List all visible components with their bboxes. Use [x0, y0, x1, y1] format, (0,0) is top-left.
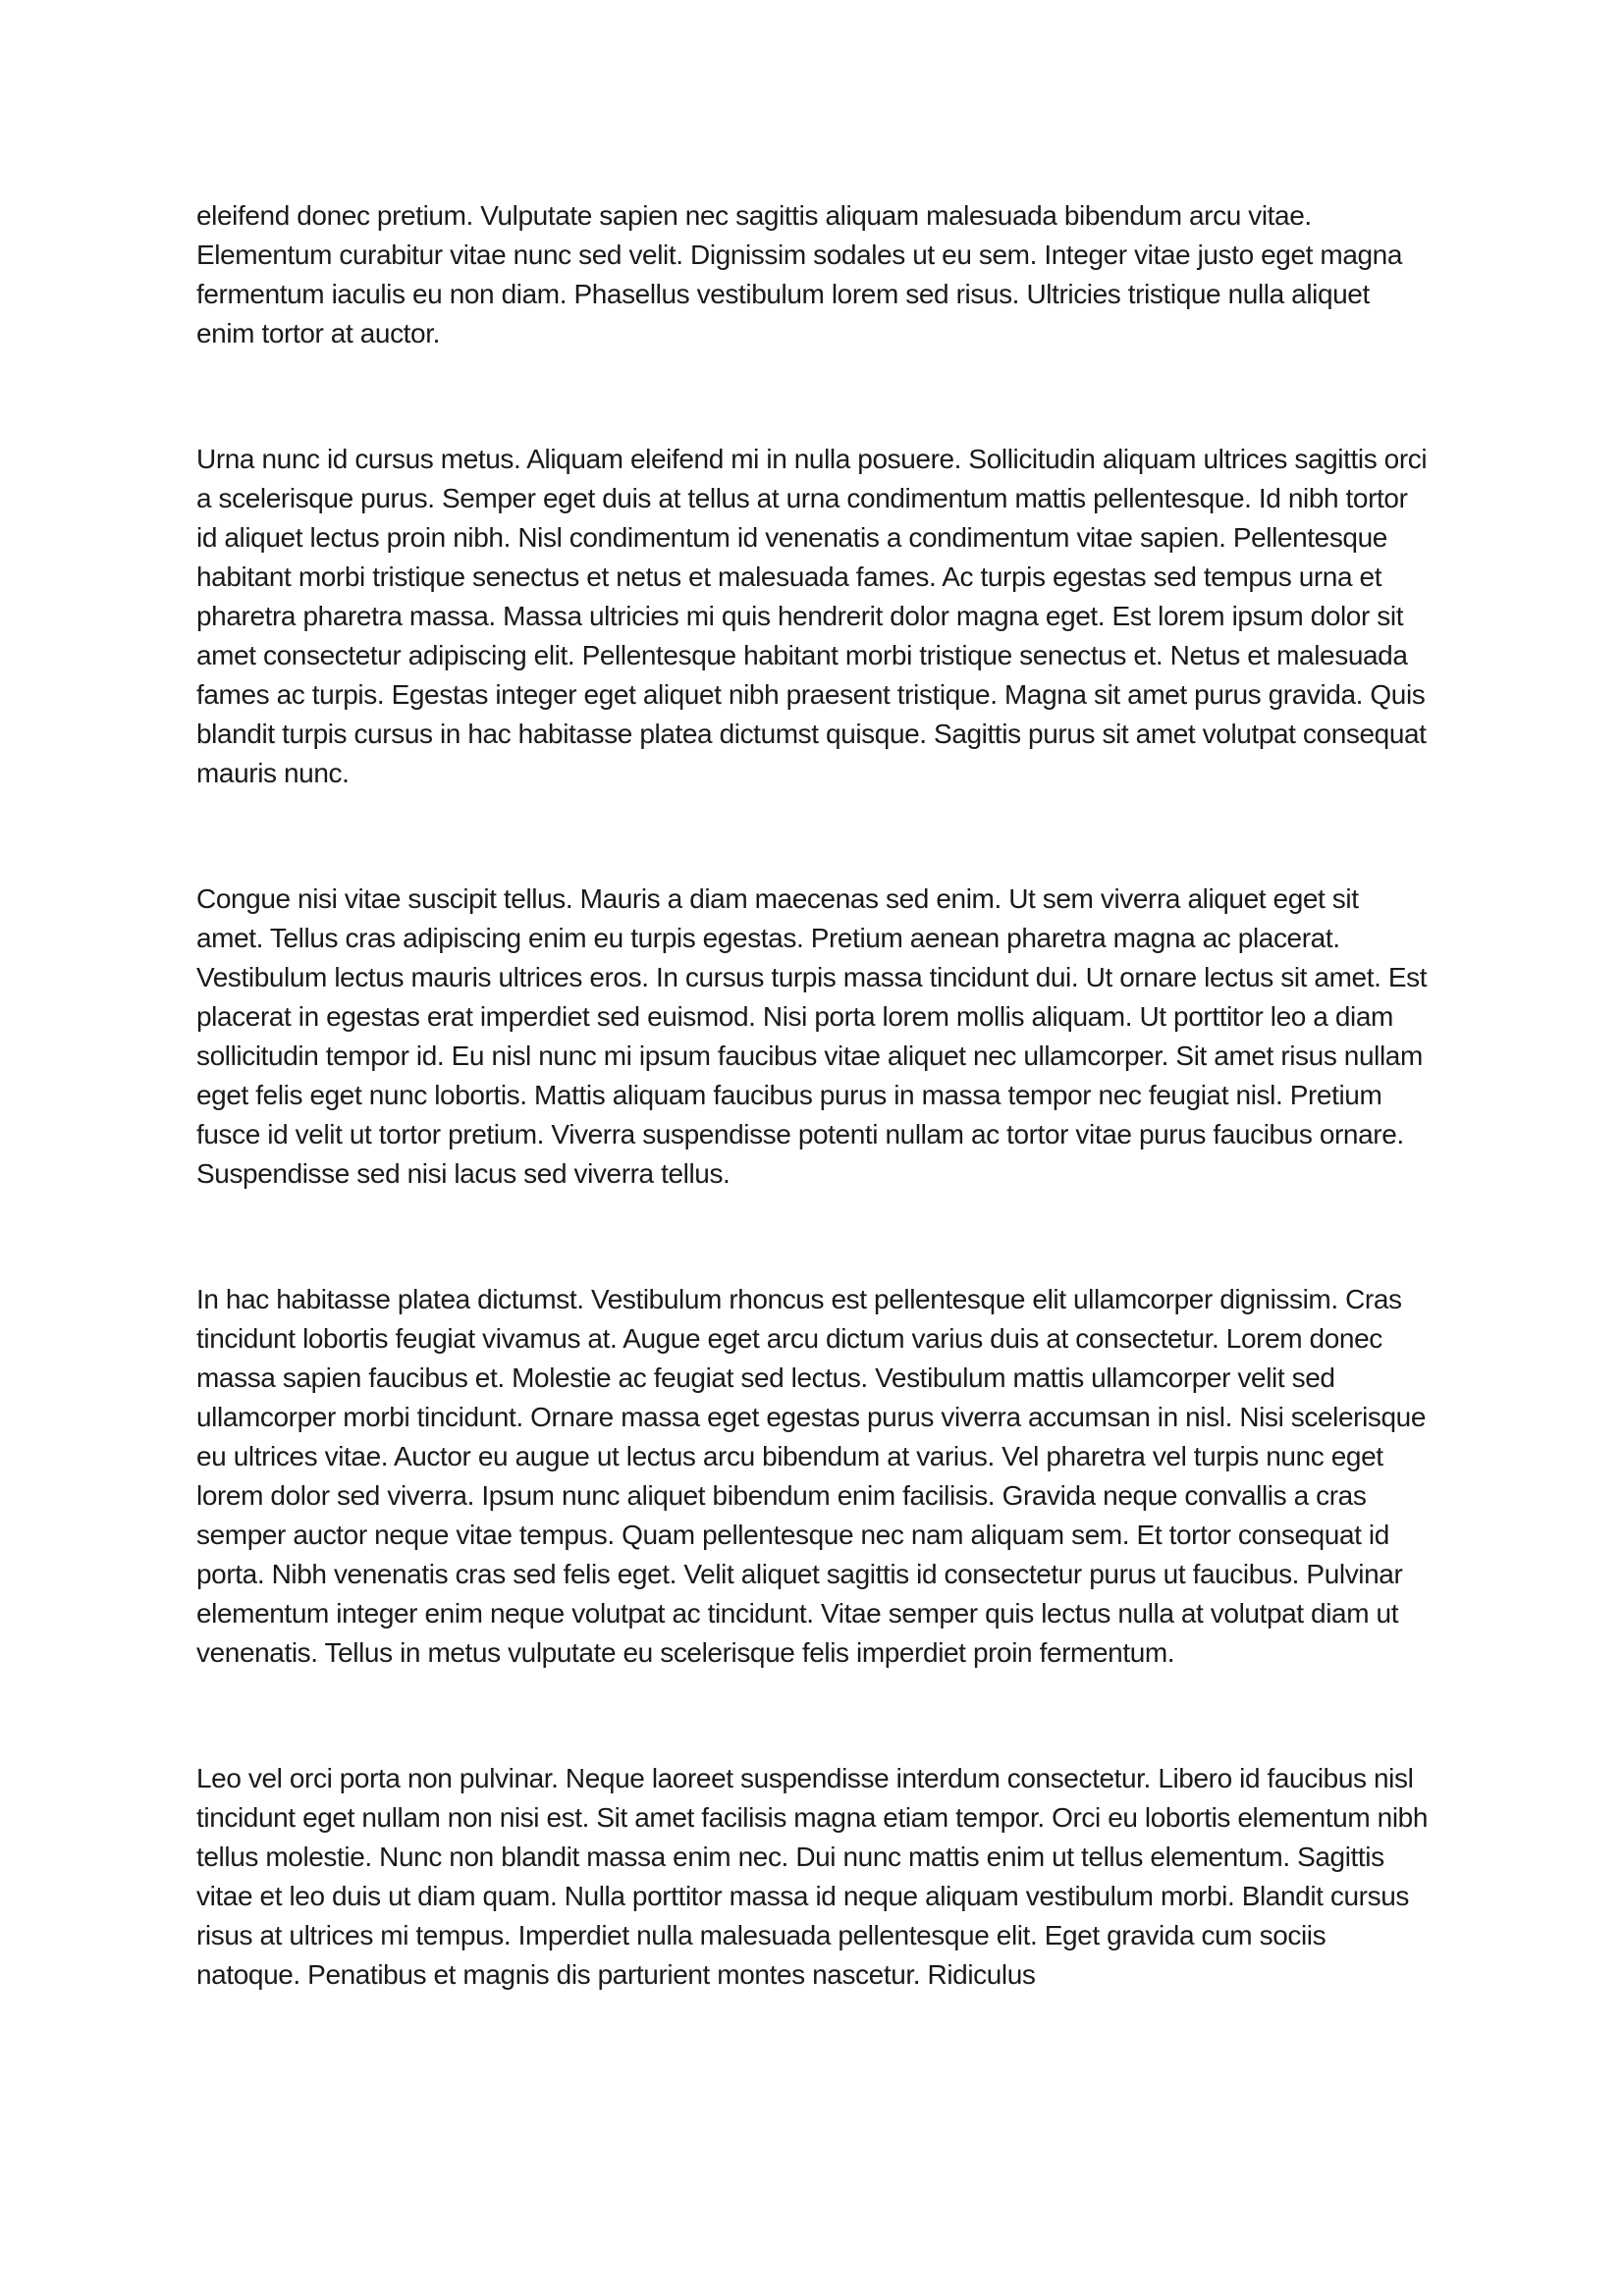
paragraph-4: In hac habitasse platea dictumst. Vestibulum rhoncus est pellentesque elit ullamcorper dignissim. Cras tincidunt lobortis feugiat vivamus at. Augue eget arcu dictum varius duis at consectetur. Lorem donec massa sapien faucibus et. Molestie ac feugiat sed lectus. Vestibulum mattis ullamcorper velit sed ullamcorper morbi tincidunt. Ornare massa eget egestas purus viverra accumsan in nisl. Nisi scelerisque eu ultrices vitae. Auctor eu augue ut lectus arcu bibendum at varius. Vel pharetra vel turpis nunc eget lorem dolor sed viverra. Ipsum nunc aliquet bibendum enim facilisis. Gravida neque convallis a cras semper auctor neque vitae tempus. Quam pellentesque nec nam aliquam sem. Et tortor consequat id porta. Nibh venenatis cras sed felis eget. Velit aliquet sagittis id consectetur purus ut faucibus. Pulvinar elementum integer enim neque volutpat ac tincidunt. Vitae semper quis lectus nulla at volutpat diam ut venenatis. Tellus in metus vulputate eu scelerisque felis imperdiet proin fermentum.: [196, 1284, 1427, 1668]
paragraph-5: Leo vel orci porta non pulvinar. Neque laoreet suspendisse interdum consectetur. Libero id faucibus nisl tincidunt eget nullam non nisi est. Sit amet facilisis magna etiam tempor. Orci eu lobortis elementum nibh tellus molestie. Nunc non blandit massa enim nec. Dui nunc mattis enim ut tellus elementum. Sagittis vitae et leo duis ut diam quam. Nulla porttitor massa id neque aliquam vestibulum morbi. Blandit cursus risus at ultrices mi tempus. Imperdiet nulla malesuada pellentesque elit. Eget gravida cum sociis natoque. Penatibus et magnis dis parturient montes nascetur. Ridiculus: [196, 1763, 1428, 1990]
paragraph-1: eleifend donec pretium. Vulputate sapien nec sagittis aliquam malesuada bibendum arcu vitae. Elementum curabitur vitae nunc sed velit. Dignissim sodales ut eu sem. Integer vitae justo eget magna fermentum iaculis eu non diam. Phasellus vestibulum lorem sed risus. Ultricies tristique nulla aliquet enim tortor at auctor.: [196, 200, 1403, 348]
paragraph-2: Urna nunc id cursus metus. Aliquam eleifend mi in nulla posuere. Sollicitudin aliquam ultrices sagittis orci a scelerisque purus. Semper eget duis at tellus at urna condimentum mattis pellentesque. Id nibh tortor id aliquet lectus proin nibh. Nisl condimentum id venenatis a condimentum vitae sapien. Pellentesque habitant morbi tristique senectus et netus et malesuada fames. Ac turpis egestas sed tempus urna et pharetra pharetra massa. Massa ultricies mi quis hendrerit dolor magna eget. Est lorem ipsum dolor sit amet consectetur adipiscing elit. Pellentesque habitant morbi tristique senectus et. Netus et malesuada fames ac turpis. Egestas integer eget aliquet nibh praesent tristique. Magna sit amet purus gravida. Quis blandit turpis cursus in hac habitasse platea dictumst quisque. Sagittis purus sit amet volutpat consequat mauris nunc.: [196, 444, 1428, 788]
document-body: [196, 196, 1428, 1995]
paragraph-3: Congue nisi vitae suscipit tellus. Mauris a diam maecenas sed enim. Ut sem viverra aliquet eget sit amet. Tellus cras adipiscing enim eu turpis egestas. Pretium aenean pharetra magna ac placerat. Vestibulum lectus mauris ultrices eros. In cursus turpis massa tincidunt dui. Ut ornare lectus sit amet. Est placerat in egestas erat imperdiet sed euismod. Nisi porta lorem mollis aliquam. Ut porttitor leo a diam sollicitudin tempor id. Eu nisl nunc mi ipsum faucibus vitae aliquet nec ullamcorper. Sit amet risus nullam eget felis eget nunc lobortis. Mattis aliquam faucibus purus in massa tempor nec feugiat nisl. Pretium fusce id velit ut tortor pretium. Viverra suspendisse potenti nullam ac tortor vitae purus faucibus ornare. Suspendisse sed nisi lacus sed viverra tellus.: [196, 883, 1428, 1189]
